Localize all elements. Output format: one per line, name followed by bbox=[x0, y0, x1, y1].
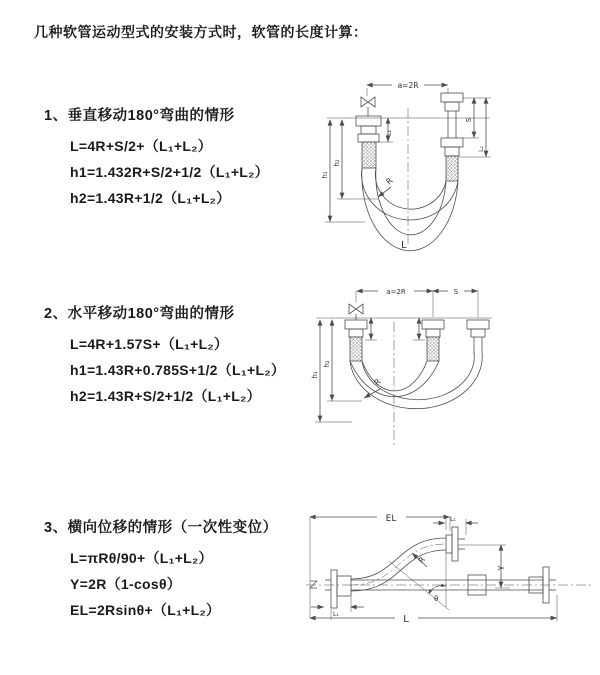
diagram-lateral-displacement bbox=[300, 498, 600, 643]
section-2-formulas bbox=[70, 331, 285, 409]
section-vertical-movement bbox=[44, 104, 269, 211]
formula-line: L=4R+S/2+（L₁+L₂） bbox=[70, 138, 213, 154]
dim-label-a2r: a=2R bbox=[397, 81, 419, 90]
dim-label-length: L bbox=[401, 240, 407, 251]
dim-l1-bottom bbox=[311, 597, 364, 620]
dim-span bbox=[357, 288, 433, 296]
radius-callout bbox=[364, 377, 383, 398]
left-pipe-fitting bbox=[356, 116, 381, 168]
section-2-heading: 2、水平移动180°弯曲的情形 bbox=[44, 306, 235, 322]
dim-label-radius: R bbox=[416, 555, 428, 566]
dim-label-y: Y bbox=[497, 565, 506, 571]
dim-label-h2: h₂ bbox=[333, 159, 341, 167]
dim-label-radius: R bbox=[384, 176, 395, 187]
dim-y bbox=[458, 545, 510, 588]
radius-callout bbox=[412, 553, 427, 567]
formula-line: L=πRθ/90+（L₁+L₂） bbox=[70, 550, 213, 566]
formula-line: EL=2Rsinθ+（L₁+L₂） bbox=[70, 602, 221, 618]
dim-label-l1: L₁ bbox=[450, 516, 456, 523]
section-lateral-displacement bbox=[44, 516, 278, 623]
hose-s-curve bbox=[351, 538, 446, 591]
dim-label-h1: h₁ bbox=[311, 371, 319, 379]
formula-line: h2=1.43R+1/2（L₁+L₂） bbox=[70, 190, 231, 206]
section-1-heading: 1、垂直移动180°弯曲的情形 bbox=[44, 108, 235, 124]
dim-span bbox=[367, 81, 448, 96]
dim-label-a2r: a=2R bbox=[386, 288, 406, 296]
dim-s bbox=[433, 288, 478, 296]
diagram-horizontal-180-bend bbox=[308, 278, 600, 460]
dim-h1 bbox=[311, 320, 352, 422]
dim-label-l1: L₁ bbox=[386, 130, 393, 136]
dim-label-theta: θ bbox=[434, 595, 439, 603]
pipe-break-symbol bbox=[310, 581, 317, 588]
right-pipe-fitting bbox=[441, 93, 463, 181]
section-3-heading: 3、横向位移的情形（一次性变位） bbox=[44, 520, 278, 536]
dim-label-h1: h₁ bbox=[321, 171, 329, 179]
formula-line: h1=1.43R+0.785S+1/2（L₁+L₂） bbox=[70, 362, 286, 378]
section-1-formulas bbox=[70, 133, 269, 211]
middle-pipe-fitting bbox=[422, 320, 444, 361]
radius-callout bbox=[378, 176, 395, 197]
fitting-dims bbox=[365, 318, 425, 340]
formula-line: h2=1.43R+S/2+1/2（L₁+L₂） bbox=[70, 388, 261, 404]
formula-line: L=4R+1.57S+（L₁+L₂） bbox=[70, 336, 229, 352]
dim-label-s: S bbox=[465, 117, 473, 123]
formula-line: Y=2R（1-cosθ） bbox=[70, 576, 182, 592]
right-pipe-fitting bbox=[467, 320, 489, 353]
dim-label-length: L bbox=[403, 614, 409, 625]
dim-label-s: S bbox=[453, 288, 459, 296]
hose-curves bbox=[362, 168, 458, 251]
dim-label-l2: L₂ bbox=[478, 146, 485, 152]
page-title: 几种软管运动型式的安装方式时，软管的长度计算： bbox=[34, 24, 368, 40]
braided-hose-section bbox=[446, 156, 458, 181]
upper-flange bbox=[446, 527, 465, 561]
dim-l1-top bbox=[433, 516, 478, 535]
dim-l1 bbox=[378, 118, 393, 142]
section-horizontal-movement bbox=[44, 302, 285, 409]
left-flange bbox=[325, 570, 351, 608]
left-pipe-fitting bbox=[345, 320, 367, 361]
dim-label-l1: L₁ bbox=[333, 611, 339, 618]
dim-l2 bbox=[478, 98, 486, 157]
hose-curves bbox=[350, 352, 482, 409]
valve-icon bbox=[361, 97, 375, 116]
valve-icon bbox=[349, 304, 363, 320]
braided-hose-section bbox=[350, 337, 362, 361]
braided-hose-section bbox=[427, 337, 439, 361]
dim-label-radius: R bbox=[372, 377, 383, 388]
formula-line: h1=1.432R+S/2+1/2（L₁+L₂） bbox=[70, 164, 269, 180]
dim-label-el: EL bbox=[385, 514, 397, 524]
diagram-vertical-180-bend bbox=[310, 70, 600, 265]
section-3-formulas bbox=[70, 545, 278, 623]
braided-hose-section bbox=[362, 142, 376, 168]
dim-label-h2: h₂ bbox=[323, 360, 331, 368]
